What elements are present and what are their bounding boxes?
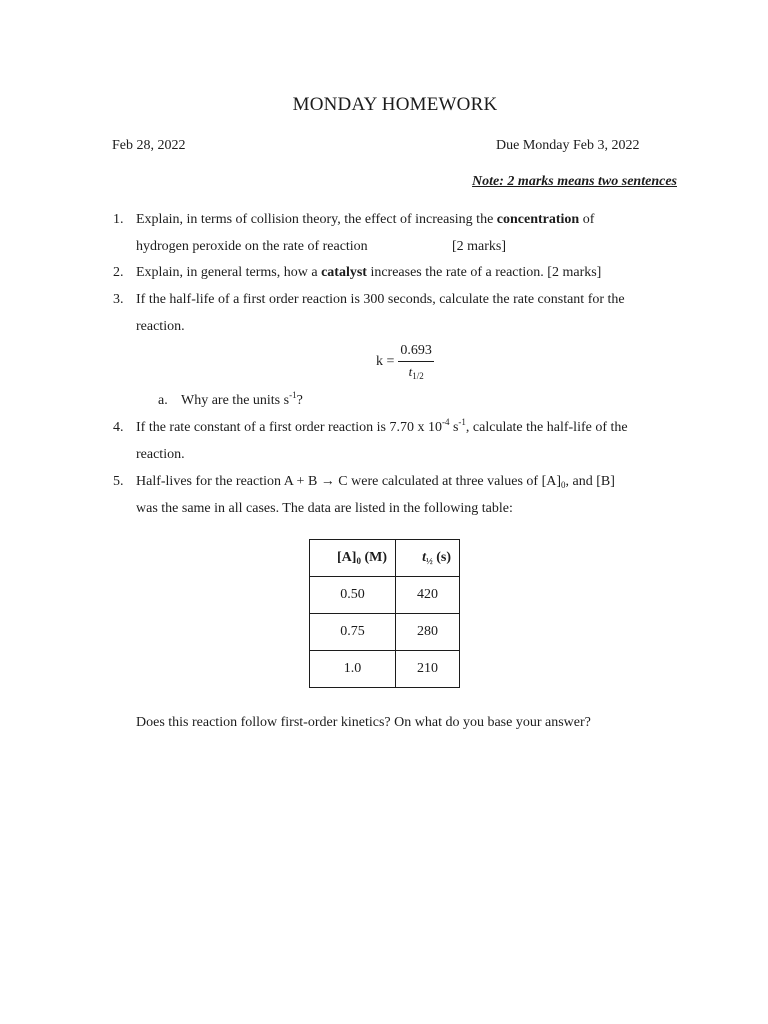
question-text: , calculate the half-life of the <box>465 420 628 435</box>
page-title: MONDAY HOMEWORK <box>292 94 498 115</box>
rate-constant-formula <box>376 343 434 380</box>
question-5-followup: Does this reaction follow first-order kinetics? On what do you base your answer? <box>136 715 591 730</box>
question-number: 5. <box>113 474 124 489</box>
key-term: catalyst <box>321 265 367 280</box>
question-1-line-2: hydrogen peroxide on the rate of reaction <box>136 239 368 254</box>
half-life-cell: 210 <box>396 651 460 688</box>
question-5-line-1 <box>136 474 615 490</box>
table-header-row <box>310 540 460 577</box>
unit-exponent: -1 <box>289 390 297 400</box>
concentration-cell: 0.50 <box>310 577 396 614</box>
table-row <box>310 651 460 688</box>
concentration-cell: 0.75 <box>310 614 396 651</box>
question-number: 4. <box>113 420 124 435</box>
question-text: of <box>579 212 595 227</box>
column-header-concentration: $[A]_0$ (M) <box>310 540 396 577</box>
question-4-line-2: reaction. <box>136 447 185 462</box>
sub-question-a <box>181 390 303 409</box>
formula-lhs: k = <box>376 353 395 369</box>
question-text: If the rate constant of a first order reaction is 7.70 x 10 <box>136 420 442 435</box>
question-text: Explain, in terms of collision theory, the effect of increasing the <box>136 212 497 227</box>
half-life-table <box>309 539 460 688</box>
concentration-cell: 1.0 <box>310 651 396 688</box>
question-number: 1. <box>113 212 124 227</box>
question-text: Why are the units s <box>181 393 290 408</box>
initial-subscript: 0 <box>356 556 361 566</box>
question-2-line <box>136 265 601 281</box>
question-3-line-1: If the half-life of a first order reaction is 300 seconds, calculate the rate constant for the <box>136 292 625 307</box>
question-3-line-2: reaction. <box>136 319 185 334</box>
exponent: -4 <box>441 417 450 427</box>
key-term: concentration <box>496 212 580 227</box>
question-text: ? <box>296 393 303 408</box>
question-text: , and [B] <box>565 474 615 489</box>
formula-numerator: 0.693 <box>398 343 434 362</box>
table-row <box>310 614 460 651</box>
question-text: s <box>449 420 459 435</box>
half-life-cell: 420 <box>396 577 460 614</box>
question-1-line-1 <box>136 212 594 228</box>
question-5-line-2: was the same in all cases. The data are listed in the following table: <box>136 501 513 516</box>
half-subscript: ½ <box>425 556 433 566</box>
sub-question-label: a. <box>158 393 168 408</box>
table-row <box>310 577 460 614</box>
half-life-subscript: 1/2 <box>412 371 424 381</box>
question-4-line-1 <box>136 417 628 436</box>
half-life-cell: 280 <box>396 614 460 651</box>
formula-denominator <box>409 362 424 380</box>
question-text: Half-lives for the reaction A + B → C were calculated at three values of [A] <box>136 474 562 489</box>
question-number: 2. <box>113 265 124 280</box>
due-date: Due Monday Feb 3, 2022 <box>496 138 640 153</box>
question-1-marks: [2 marks] <box>452 239 507 254</box>
assigned-date: Feb 28, 2022 <box>112 138 186 153</box>
formula-fraction <box>398 343 434 380</box>
question-text: increases the rate of a reaction. [2 marks] <box>366 265 602 280</box>
unit-exponent: -1 <box>458 417 466 427</box>
question-number: 3. <box>113 292 124 307</box>
initial-subscript: 0 <box>561 480 566 490</box>
question-text: Explain, in general terms, how a <box>136 265 322 280</box>
column-header-half-life: $t_{\frac{1}{2}}$ (s) <box>396 540 460 577</box>
marks-note: Note: 2 marks means two sentences <box>472 174 677 189</box>
half-life-symbol: t <box>408 364 413 379</box>
